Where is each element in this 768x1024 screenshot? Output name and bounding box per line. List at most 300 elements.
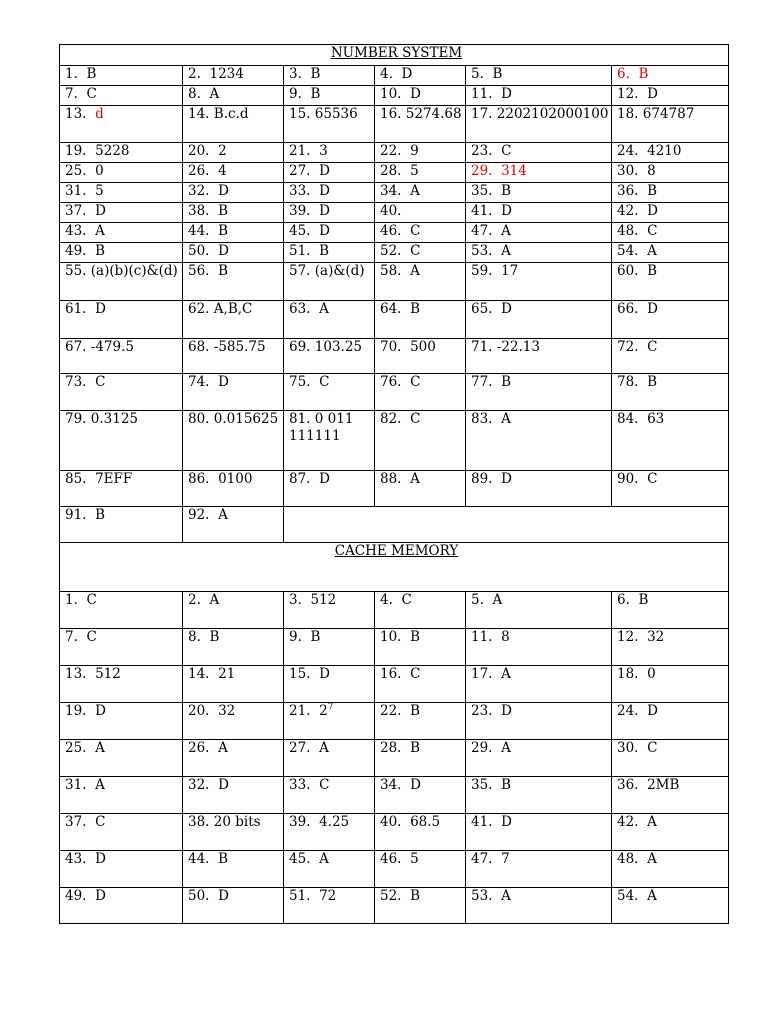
answer-value: 5 (410, 163, 419, 179)
answer-value: A (209, 592, 220, 608)
answer-value: B.c.d (213, 106, 249, 122)
cache-memory-title-row (60, 543, 729, 592)
question-number: 69. (289, 339, 311, 355)
question-number: 62. (188, 301, 210, 317)
question-number: 75. (289, 374, 311, 390)
cache-memory-answer-cell (466, 851, 612, 888)
answer-value: 512 (310, 592, 337, 608)
answer-value: 5228 (95, 143, 130, 159)
number-system-title: NUMBER SYSTEM (60, 45, 729, 66)
question-number: 45. (289, 851, 311, 867)
question-number: 30. (617, 740, 639, 756)
cache-memory-answer-cell (612, 851, 729, 888)
cache-memory-answer-cell (183, 851, 284, 888)
answer-value: D (218, 374, 229, 390)
answer-value: 0 (647, 666, 656, 682)
answer-table (59, 44, 729, 924)
question-number: 21. (289, 143, 311, 159)
answer-value: D (218, 243, 229, 259)
answer-value: D (647, 203, 658, 219)
number-system-answer-cell (60, 223, 183, 243)
table-row (60, 223, 729, 243)
number-system-answer-cell (60, 106, 183, 143)
question-number: 26. (188, 163, 210, 179)
question-number: 53. (471, 888, 493, 904)
number-system-answer-cell (284, 223, 375, 243)
number-system-answer-cell (375, 203, 466, 223)
cache-memory-answer-cell (612, 814, 729, 851)
number-system-answer-cell (612, 339, 729, 374)
number-system-answer-cell (284, 243, 375, 263)
cache-memory-answer-cell (60, 777, 183, 814)
question-number: 23. (471, 703, 493, 719)
question-number: 42. (617, 814, 639, 830)
answer-value: A (410, 471, 420, 487)
question-number: 9. (289, 86, 302, 102)
question-number: 23. (471, 143, 493, 159)
question-number: 54. (617, 888, 639, 904)
number-system-answer-cell (183, 163, 284, 183)
answer-value: D (401, 66, 413, 82)
number-system-title-row (60, 45, 729, 66)
cache-memory-answer-cell (60, 888, 183, 924)
number-system-answer-cell (466, 301, 612, 339)
number-system-answer-cell (466, 86, 612, 106)
answer-value: D (501, 86, 512, 102)
answer-value: A (501, 740, 511, 756)
cache-memory-answer-cell (375, 703, 466, 740)
answer-value: B (638, 592, 649, 608)
cache-memory-answer-cell (466, 592, 612, 629)
answer-value: C (86, 592, 97, 608)
question-number: 84. (617, 411, 639, 427)
number-system-answer-cell (612, 143, 729, 163)
number-system-answer-cell (284, 203, 375, 223)
cache-memory-answer-cell (60, 629, 183, 666)
answer-value: D (647, 301, 658, 317)
number-system-answer-cell (466, 203, 612, 223)
number-system-answer-cell (60, 86, 183, 106)
question-number: 39. (289, 203, 311, 219)
cache-memory-answer-cell (284, 666, 375, 703)
number-system-answer-cell (612, 243, 729, 263)
answer-value: 65536 (314, 106, 358, 122)
question-number: 81. (289, 411, 311, 427)
number-system-answer-cell (183, 223, 284, 243)
answer-value: B (209, 629, 220, 645)
answer-value: C (647, 223, 658, 239)
number-system-answer-cell (284, 339, 375, 374)
answer-value: A,B,C (213, 301, 253, 317)
number-system-answer-cell (183, 106, 284, 143)
cache-memory-answer-cell (612, 777, 729, 814)
answer-value: 4.25 (319, 814, 350, 830)
empty-cell (284, 507, 729, 543)
number-system-answer-cell (375, 374, 466, 411)
answer-value: 0 011 111111 (289, 411, 354, 444)
table-row (60, 814, 729, 851)
number-system-answer-cell (183, 374, 284, 411)
question-number: 83. (471, 411, 493, 427)
question-number: 65. (471, 301, 493, 317)
answer-value: 21 (218, 666, 236, 682)
answer-value: B (647, 374, 657, 390)
question-number: 51. (289, 243, 311, 259)
question-number: 12. (617, 629, 639, 645)
question-number: 39. (289, 814, 311, 830)
question-number: 16. (380, 106, 402, 122)
number-system-answer-cell (375, 163, 466, 183)
number-system-answer-cell (466, 471, 612, 507)
cache-memory-answer-cell (284, 629, 375, 666)
table-row (60, 703, 729, 740)
cache-memory-answer-cell (466, 740, 612, 777)
number-system-answer-cell (183, 411, 284, 471)
question-number: 72. (617, 339, 639, 355)
answer-value: 8 (501, 629, 510, 645)
answer-value: 314 (501, 163, 527, 179)
answer-exponent: 7 (327, 702, 334, 713)
question-number: 44. (188, 223, 210, 239)
question-number: 53. (471, 243, 493, 259)
answer-value: 3 (319, 143, 328, 159)
answer-value: D (218, 888, 229, 904)
answer-value: A (492, 592, 503, 608)
cache-memory-answer-cell (612, 592, 729, 629)
table-row (60, 592, 729, 629)
cache-memory-answer-cell (612, 666, 729, 703)
number-system-answer-cell (284, 301, 375, 339)
answer-value: D (319, 471, 330, 487)
question-number: 89. (471, 471, 493, 487)
question-number: 55. (65, 263, 87, 279)
cache-memory-answer-cell (60, 740, 183, 777)
question-number: 82. (380, 411, 402, 427)
answer-value: B (218, 223, 228, 239)
number-system-answer-cell (375, 301, 466, 339)
question-number: 17. (471, 106, 493, 122)
question-number: 36. (617, 183, 639, 199)
number-system-answer-cell (612, 471, 729, 507)
number-system-answer-cell (60, 339, 183, 374)
question-number: 50. (188, 888, 210, 904)
cache-memory-answer-cell (284, 703, 375, 740)
question-number: 2. (188, 66, 201, 82)
question-number: 29. (471, 163, 493, 179)
number-system-answer-cell (284, 411, 375, 471)
number-system-answer-cell (612, 86, 729, 106)
cache-memory-answer-cell (466, 814, 612, 851)
table-row (60, 163, 729, 183)
answer-value: C (410, 223, 421, 239)
cache-memory-answer-cell (284, 777, 375, 814)
answer-value: B (410, 740, 420, 756)
answer-value: 8 (647, 163, 656, 179)
cache-memory-answer-cell (183, 777, 284, 814)
answer-value: B (410, 629, 420, 645)
question-number: 10. (380, 86, 402, 102)
question-number: 78. (617, 374, 639, 390)
question-number: 90. (617, 471, 639, 487)
number-system-answer-cell (284, 66, 375, 86)
answer-value: A (647, 243, 657, 259)
cache-memory-answer-cell (60, 703, 183, 740)
question-number: 68. (188, 339, 210, 355)
answer-value: 7EFF (95, 471, 133, 487)
answer-value: 20 bits (213, 814, 261, 830)
answer-value: D (501, 471, 512, 487)
number-system-answer-cell (375, 66, 466, 86)
question-number: 6. (617, 66, 630, 82)
number-system-answer-cell (183, 263, 284, 301)
question-number: 73. (65, 374, 87, 390)
cache-memory-answer-cell (284, 740, 375, 777)
cache-memory-answer-cell (284, 851, 375, 888)
table-row (60, 86, 729, 106)
number-system-answer-cell (466, 339, 612, 374)
answer-value: C (319, 777, 330, 793)
number-system-answer-cell (466, 374, 612, 411)
question-number: 34. (380, 777, 402, 793)
cache-memory-answer-cell (60, 592, 183, 629)
question-number: 49. (65, 243, 87, 259)
number-system-answer-cell (284, 86, 375, 106)
question-number: 41. (471, 814, 493, 830)
answer-value: B (95, 507, 105, 523)
answer-value: A (501, 888, 511, 904)
number-system-answer-cell (183, 243, 284, 263)
question-number: 28. (380, 740, 402, 756)
answer-value: A (501, 243, 511, 259)
answer-value: 0 (95, 163, 104, 179)
answer-value: A (647, 851, 657, 867)
answer-value: C (647, 471, 658, 487)
number-system-answer-cell (612, 263, 729, 301)
answer-value: D (501, 203, 512, 219)
number-system-answer-cell (375, 263, 466, 301)
answer-value: B (501, 374, 511, 390)
cache-memory-answer-cell (375, 592, 466, 629)
cache-memory-answer-cell (60, 851, 183, 888)
number-system-answer-cell (375, 106, 466, 143)
question-number: 4. (380, 66, 393, 82)
answer-value: 72 (319, 888, 337, 904)
number-system-answer-cell (284, 106, 375, 143)
number-system-answer-cell (375, 411, 466, 471)
question-number: 31. (65, 183, 87, 199)
answer-value: C (647, 740, 658, 756)
question-number: 1. (65, 592, 78, 608)
question-number: 27. (289, 740, 311, 756)
answer-value: C (95, 374, 106, 390)
table-row (60, 66, 729, 86)
cache-memory-answer-cell (612, 740, 729, 777)
answer-value: C (401, 592, 412, 608)
answer-sheet (59, 44, 728, 924)
question-number: 43. (65, 223, 87, 239)
cache-memory-answer-cell (466, 629, 612, 666)
question-number: 14. (188, 106, 210, 122)
answer-value: C (410, 243, 421, 259)
answer-value: B (218, 263, 228, 279)
answer-value: 512 (95, 666, 121, 682)
number-system-answer-cell (284, 183, 375, 203)
number-system-answer-cell (183, 339, 284, 374)
number-system-answer-cell (60, 243, 183, 263)
question-number: 77. (471, 374, 493, 390)
cache-memory-answer-cell (375, 629, 466, 666)
question-number: 4. (380, 592, 393, 608)
number-system-answer-cell (612, 66, 729, 86)
question-number: 11. (471, 86, 493, 102)
answer-value: 5 (95, 183, 104, 199)
number-system-answer-cell (466, 263, 612, 301)
table-row (60, 411, 729, 471)
number-system-answer-cell (60, 263, 183, 301)
question-number: 43. (65, 851, 87, 867)
answer-value: A (319, 740, 329, 756)
cache-memory-answer-cell (612, 888, 729, 924)
answer-value: A (501, 223, 511, 239)
answer-value: D (647, 703, 658, 719)
answer-value: 2 (319, 703, 328, 719)
number-system-answer-cell (466, 411, 612, 471)
answer-value: B (218, 203, 228, 219)
answer-value: C (647, 339, 658, 355)
answer-value: A (218, 507, 228, 523)
cache-memory-answer-cell (284, 888, 375, 924)
table-row (60, 301, 729, 339)
cache-memory-answer-cell (612, 703, 729, 740)
question-number: 35. (471, 183, 493, 199)
question-number: 2. (188, 592, 201, 608)
answer-value: 17 (501, 263, 519, 279)
question-number: 87. (289, 471, 311, 487)
cache-memory-answer-cell (60, 814, 183, 851)
number-system-answer-cell (612, 203, 729, 223)
question-number: 33. (289, 777, 311, 793)
answer-value: B (492, 66, 503, 82)
answer-value: d (95, 106, 104, 122)
answer-value: D (501, 301, 512, 317)
question-number: 30. (617, 163, 639, 179)
table-row (60, 143, 729, 163)
table-row (60, 339, 729, 374)
answer-value: 0.015625 (213, 411, 279, 427)
question-number: 38. (188, 203, 210, 219)
question-number: 24. (617, 703, 639, 719)
question-number: 47. (471, 851, 493, 867)
answer-value: 7 (501, 851, 510, 867)
question-number: 10. (380, 629, 402, 645)
answer-value: 2MB (647, 777, 680, 793)
question-number: 58. (380, 263, 402, 279)
answer-value: B (647, 183, 657, 199)
answer-value: B (310, 86, 321, 102)
table-row (60, 851, 729, 888)
question-number: 5. (471, 66, 484, 82)
question-number: 12. (617, 86, 639, 102)
question-number: 1. (65, 66, 78, 82)
question-number: 66. (617, 301, 639, 317)
cache-memory-answer-cell (612, 629, 729, 666)
question-number: 15. (289, 106, 311, 122)
cache-memory-answer-cell (375, 888, 466, 924)
question-number: 49. (65, 888, 87, 904)
question-number: 33. (289, 183, 311, 199)
number-system-answer-cell (466, 143, 612, 163)
cache-memory-answer-cell (466, 666, 612, 703)
answer-value: 674787 (642, 106, 695, 122)
answer-value: D (95, 888, 106, 904)
number-system-answer-cell (375, 339, 466, 374)
question-number: 44. (188, 851, 210, 867)
question-number: 7. (65, 86, 78, 102)
number-system-answer-cell (183, 471, 284, 507)
number-system-answer-cell (183, 66, 284, 86)
question-number: 13. (65, 666, 87, 682)
question-number: 22. (380, 703, 402, 719)
question-number: 56. (188, 263, 210, 279)
cache-memory-answer-cell (284, 592, 375, 629)
answer-value: A (319, 851, 329, 867)
question-number: 3. (289, 66, 302, 82)
table-row (60, 507, 729, 543)
answer-value: D (218, 183, 229, 199)
answer-value: (a)&(d) (314, 263, 365, 279)
table-row (60, 106, 729, 143)
cache-memory-answer-cell (183, 740, 284, 777)
number-system-answer-cell (375, 471, 466, 507)
number-system-answer-cell (466, 183, 612, 203)
answer-value: B (638, 66, 649, 82)
question-number: 20. (188, 703, 210, 719)
answer-value: 0.3125 (90, 411, 139, 427)
number-system-answer-cell (466, 66, 612, 86)
table-row (60, 263, 729, 301)
answer-value: 68.5 (410, 814, 441, 830)
question-number: 79. (65, 411, 87, 427)
answer-value: D (218, 777, 229, 793)
question-number: 25. (65, 740, 87, 756)
question-number: 22. (380, 143, 402, 159)
answer-value: A (95, 740, 105, 756)
answer-value: A (95, 223, 105, 239)
answer-value: 0100 (218, 471, 253, 487)
cache-memory-answer-cell (183, 814, 284, 851)
table-row (60, 777, 729, 814)
number-system-answer-cell (60, 374, 183, 411)
number-system-answer-cell (60, 143, 183, 163)
question-number: 63. (289, 301, 311, 317)
cache-memory-answer-cell (375, 814, 466, 851)
question-number: 70. (380, 339, 402, 355)
question-number: 46. (380, 223, 402, 239)
answer-value: 2202102000100 (496, 106, 609, 122)
number-system-answer-cell (60, 301, 183, 339)
table-row (60, 888, 729, 924)
answer-value: B (501, 183, 511, 199)
answer-value: D (95, 203, 106, 219)
cache-memory-answer-cell (60, 666, 183, 703)
answer-value: C (410, 411, 421, 427)
question-number: 19. (65, 143, 87, 159)
number-system-answer-cell (612, 301, 729, 339)
question-number: 47. (471, 223, 493, 239)
question-number: 37. (65, 203, 87, 219)
question-number: 52. (380, 888, 402, 904)
question-number: 91. (65, 507, 87, 523)
